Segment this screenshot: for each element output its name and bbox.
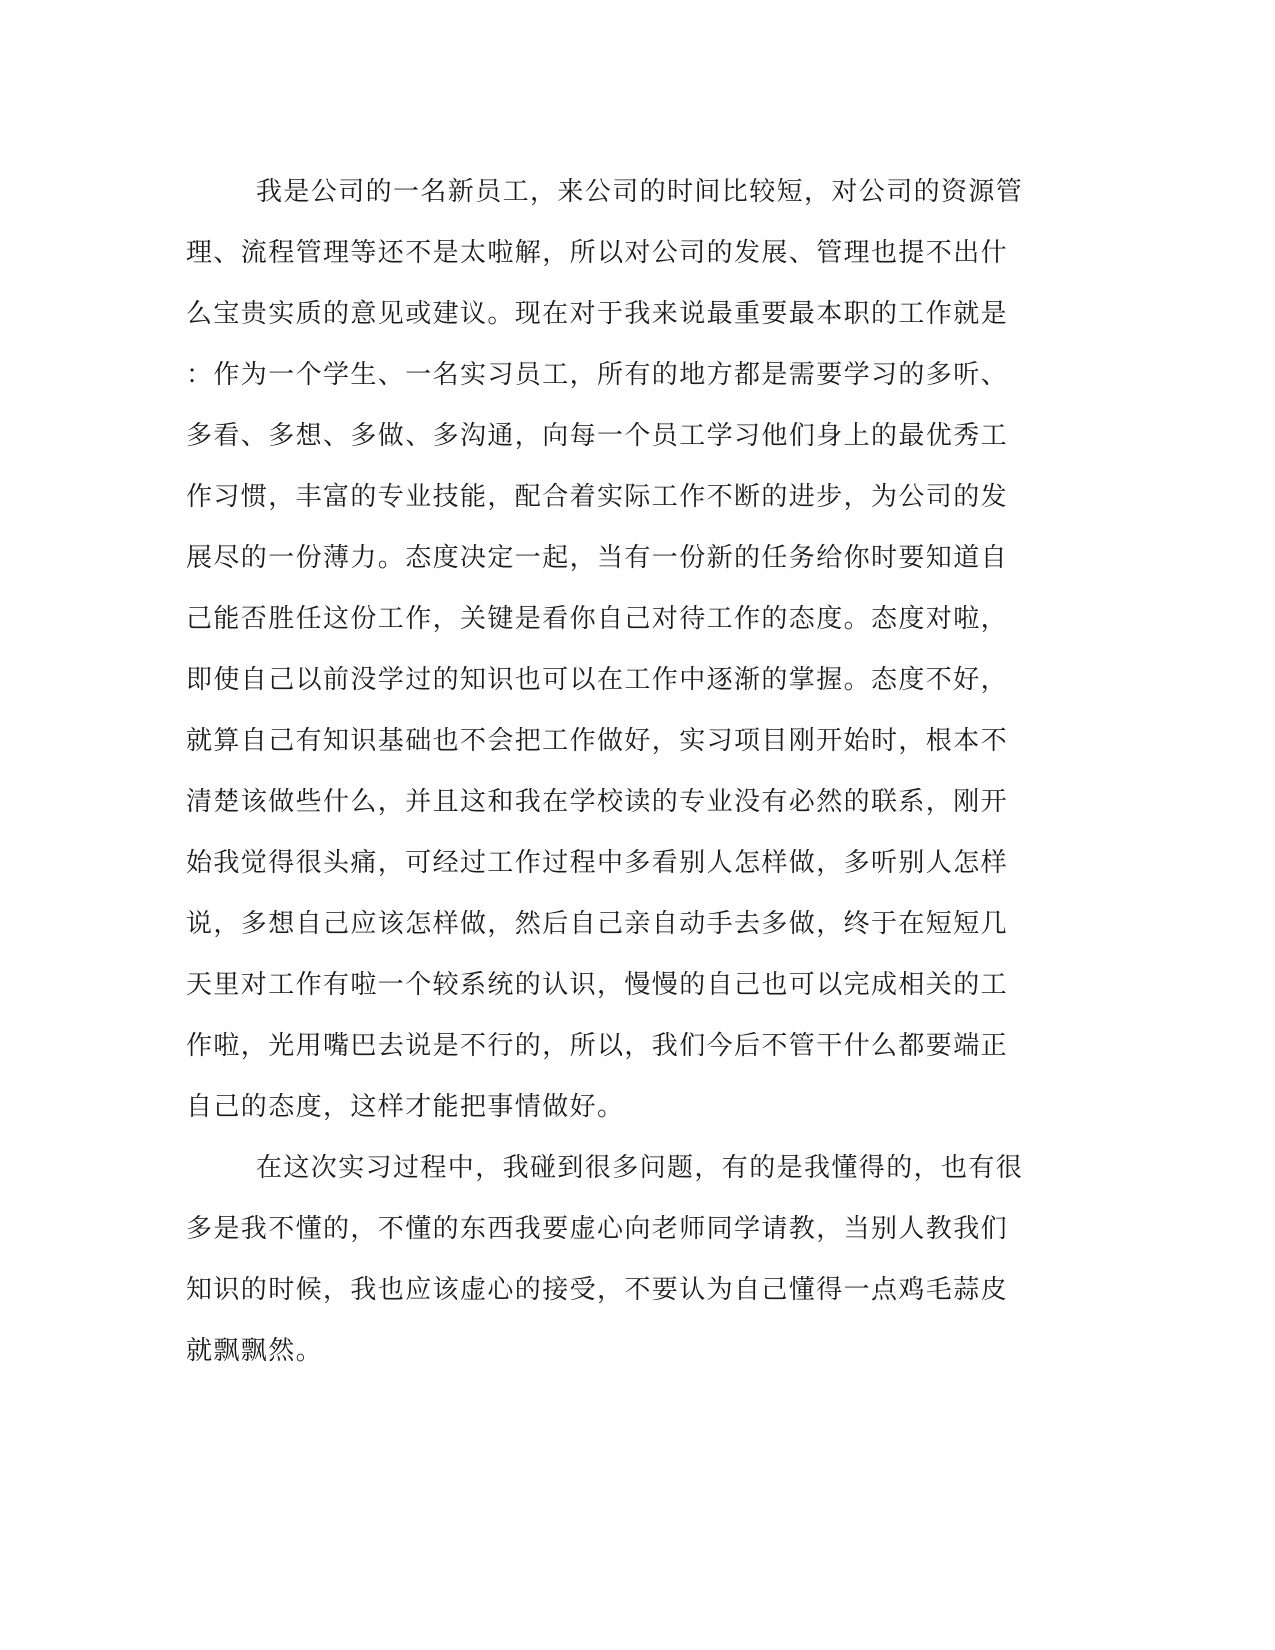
text-line: 就算自己有知识基础也不会把工作做好，实习项目刚开始时，根本不 — [186, 726, 1009, 756]
text-line: 清楚该做些什么，并且这和我在学校读的专业没有必然的联系，刚开 — [186, 787, 1009, 817]
text-line: ：作为一个学生、一名实习员工，所有的地方都是需要学习的多听、 — [186, 360, 1009, 390]
body-text — [186, 162, 1066, 1382]
text-line: 么宝贵实质的意见或建议。现在对于我来说最重要最本职的工作就是 — [186, 299, 1009, 329]
text-line: 知识的时候，我也应该虚心的接受，不要认为自己懂得一点鸡毛蒜皮 — [186, 1275, 1009, 1305]
text-line: 在这次实习过程中，我碰到很多问题，有的是我懂得的，也有很 — [256, 1153, 1024, 1183]
text-line: 天里对工作有啦一个较系统的认识，慢慢的自己也可以完成相关的工 — [186, 970, 1009, 1000]
text-line: 展尽的一份薄力。态度决定一起，当有一份新的任务给你时要知道自 — [186, 543, 1009, 573]
text-line: 作习惯，丰富的专业技能，配合着实际工作不断的进步，为公司的发 — [186, 482, 1009, 512]
text-line: 己能否胜任这份工作，关键是看你自己对待工作的态度。态度对啦， — [186, 604, 1009, 634]
text-line: 理、流程管理等还不是太啦解，所以对公司的发展、管理也提不出什 — [186, 238, 1009, 268]
text-line: 自己的态度，这样才能把事情做好。 — [186, 1092, 625, 1122]
text-line: 多看、多想、多做、多沟通，向每一个员工学习他们身上的最优秀工 — [186, 421, 1009, 451]
text-line: 即使自己以前没学过的知识也可以在工作中逐渐的掌握。态度不好， — [186, 665, 1009, 695]
text-line: 说，多想自己应该怎样做，然后自己亲自动手去多做，终于在短短几 — [186, 909, 1009, 939]
paragraph-1 — [186, 162, 1066, 1138]
text-line: 多是我不懂的，不懂的东西我要虚心向老师同学请教，当别人教我们 — [186, 1214, 1009, 1244]
text-line: 我是公司的一名新员工，来公司的时间比较短，对公司的资源管 — [256, 177, 1024, 207]
text-line: 始我觉得很头痛，可经过工作过程中多看别人怎样做，多听别人怎样 — [186, 848, 1009, 878]
text-line: 作啦，光用嘴巴去说是不行的，所以，我们今后不管干什么都要端正 — [186, 1031, 1009, 1061]
paragraph-2 — [186, 1138, 1066, 1382]
text-line: 就飘飘然。 — [186, 1336, 324, 1366]
